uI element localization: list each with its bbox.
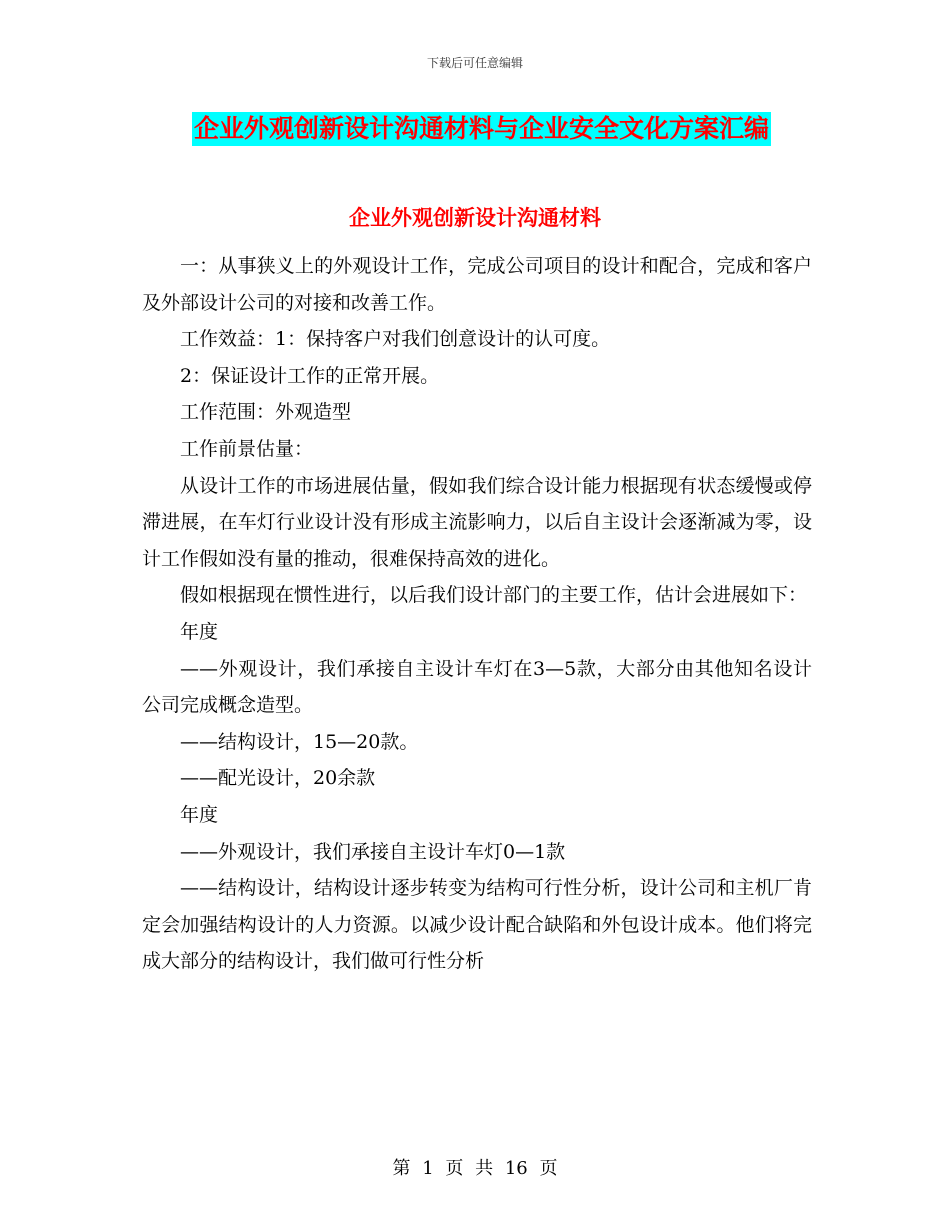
body-text	[142, 248, 812, 980]
paragraph: ——结构设计，结构设计逐步转变为结构可行性分析，设计公司和主机厂肯定会加强结构设计的人力资源。以减少设计配合缺陷和外包设计成本。他们将完成大部分的结构设计，我们做可行性分析	[142, 877, 812, 973]
main-title: 企业外观创新设计沟通材料与企业安全文化方案汇编	[192, 112, 771, 146]
paragraph: ——外观设计，我们承接自主设计车灯在3—5款，大部分由其他知名设计公司完成概念造型。	[142, 657, 812, 717]
paragraph: 工作范围：外观造型	[180, 401, 352, 424]
paragraph: 一：从事狭义上的外观设计工作，完成公司项目的设计和配合，完成和客户及外部设计公司的对接和改善工作。	[142, 255, 812, 314]
paragraph: ——外观设计，我们承接自主设计车灯0—1款	[180, 840, 566, 863]
paragraph: 年度	[180, 620, 219, 643]
paragraph: 从设计工作的市场进展估量，假如我们综合设计能力根据现有状态缓慢或停滞进展，在车灯行业设计没有形成主流影响力，以后自主设计会逐渐减为零，设计工作假如没有量的推动，很难保持高效的进化。	[142, 474, 812, 570]
paragraph: ——结构设计，15—20款。	[180, 730, 419, 753]
paragraph: 年度	[180, 803, 219, 826]
paragraph: 2：保证设计工作的正常开展。	[180, 364, 440, 387]
page-number-footer: 第 1 页 共 16 页	[392, 1158, 558, 1179]
header-note: 下载后可任意编辑	[426, 56, 523, 70]
paragraph: ——配光设计，20余款	[180, 767, 376, 790]
paragraph: 工作前景估量：	[180, 437, 314, 460]
section-title: 企业外观创新设计沟通材料	[349, 205, 601, 230]
paragraph: 工作效益：1：保持客户对我们创意设计的认可度。	[180, 328, 611, 351]
paragraph: 假如根据现在惯性进行，以后我们设计部门的主要工作，估计会进展如下：	[180, 584, 808, 607]
